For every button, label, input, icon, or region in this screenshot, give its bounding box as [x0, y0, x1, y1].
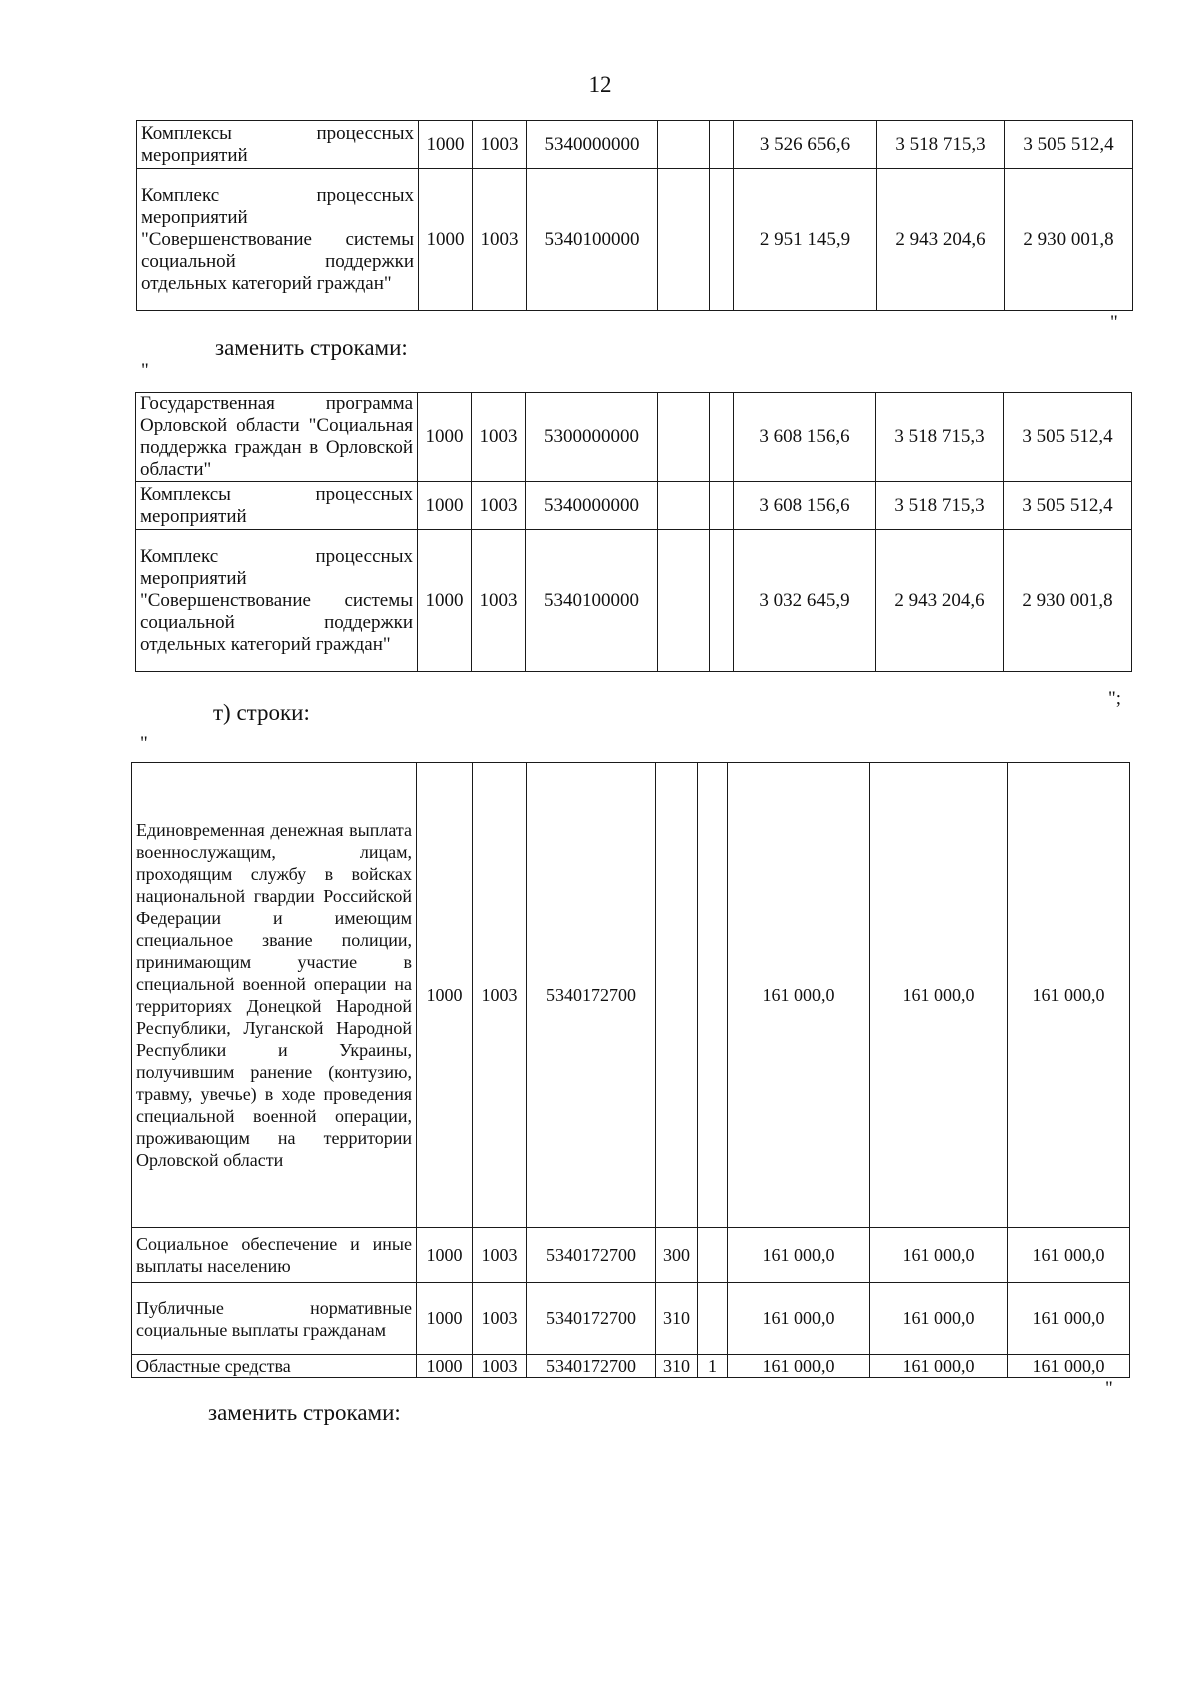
row-name: Областные средства [132, 1355, 417, 1378]
amount-year-3: 3 505 512,4 [1005, 121, 1133, 169]
amount-year-1: 161 000,0 [728, 1228, 870, 1283]
section-code: 1000 [417, 763, 473, 1228]
budget-table-replacement-rows-1 [135, 392, 1132, 672]
expense-type-code [658, 530, 710, 672]
amount-year-1: 3 608 156,6 [734, 393, 876, 482]
amount-year-1: 2 951 145,9 [734, 169, 877, 311]
closing-quote-3: " [1105, 1378, 1113, 1399]
amount-year-2: 3 518 715,3 [876, 482, 1004, 530]
target-article-code: 5340000000 [527, 121, 658, 169]
table-row [132, 1283, 1130, 1355]
amount-year-2: 161 000,0 [870, 763, 1008, 1228]
section-code: 1000 [419, 121, 473, 169]
funding-source-code [710, 530, 734, 672]
section-code: 1000 [418, 530, 472, 672]
expense-type-code [658, 121, 710, 169]
amount-year-2: 2 943 204,6 [877, 169, 1005, 311]
budget-table-original-rows [136, 120, 1133, 311]
amount-year-1: 3 526 656,6 [734, 121, 877, 169]
expense-type-code: 300 [656, 1228, 698, 1283]
row-name: Комплексы процессных мероприятий [137, 121, 419, 169]
subsection-code: 1003 [473, 1283, 527, 1355]
row-name: Комплексы процессных мероприятий [136, 482, 418, 530]
target-article-code: 5340172700 [527, 1228, 656, 1283]
subsection-code: 1003 [473, 1228, 527, 1283]
page-number: 12 [588, 72, 612, 97]
amount-year-1: 3 032 645,9 [734, 530, 876, 672]
amount-year-3: 161 000,0 [1008, 763, 1130, 1228]
funding-source-code [710, 393, 734, 482]
target-article-code: 5340172700 [527, 1283, 656, 1355]
closing-quote-2: "; [1108, 688, 1122, 709]
table-row [132, 1355, 1130, 1378]
row-name: Государственная программа Орловской области "Социальная поддержка граждан в Орловской области" [136, 393, 418, 482]
amount-year-1: 161 000,0 [728, 1355, 870, 1378]
section-code: 1000 [418, 393, 472, 482]
table-row [136, 393, 1132, 482]
target-article-code: 5340100000 [526, 530, 658, 672]
section-code: 1000 [417, 1355, 473, 1378]
subsection-code: 1003 [472, 482, 526, 530]
table2-body [136, 393, 1132, 672]
subsection-code: 1003 [473, 169, 527, 311]
funding-source-code [698, 1228, 728, 1283]
section-code: 1000 [417, 1228, 473, 1283]
replace-with-rows-2: заменить строками: [208, 1400, 401, 1425]
funding-source-code: 1 [698, 1355, 728, 1378]
table-row [132, 1228, 1130, 1283]
amount-year-2: 161 000,0 [870, 1228, 1008, 1283]
subsection-code: 1003 [472, 530, 526, 672]
opening-quote-1: " [141, 360, 149, 381]
amount-year-3: 3 505 512,4 [1004, 482, 1132, 530]
amount-year-3: 161 000,0 [1008, 1355, 1130, 1378]
table-row [136, 482, 1132, 530]
expense-type-code [656, 763, 698, 1228]
amount-year-1: 161 000,0 [728, 1283, 870, 1355]
amount-year-2: 3 518 715,3 [876, 393, 1004, 482]
section-code: 1000 [418, 482, 472, 530]
funding-source-code [698, 1283, 728, 1355]
funding-source-code [710, 482, 734, 530]
amount-year-3: 2 930 001,8 [1005, 169, 1133, 311]
table-row [137, 121, 1133, 169]
subsection-code: 1003 [473, 1355, 527, 1378]
amount-year-3: 2 930 001,8 [1004, 530, 1132, 672]
table3-body [132, 763, 1130, 1378]
section-code: 1000 [419, 169, 473, 311]
target-article-code: 5300000000 [526, 393, 658, 482]
table-row [132, 763, 1130, 1228]
amount-year-2: 161 000,0 [870, 1283, 1008, 1355]
table-row [137, 169, 1133, 311]
budget-table-section-t-rows [131, 762, 1130, 1378]
funding-source-code [710, 169, 734, 311]
subsection-code: 1003 [473, 763, 527, 1228]
replace-with-rows-1: заменить строками: [215, 335, 408, 360]
amount-year-1: 161 000,0 [728, 763, 870, 1228]
target-article-code: 5340000000 [526, 482, 658, 530]
funding-source-code [698, 763, 728, 1228]
closing-quote-1: " [1110, 312, 1118, 333]
table1-body [137, 121, 1133, 311]
row-name: Единовременная денежная выплата военнослужащим, лицам, проходящим службу в войсках национальной гвардии Российской Федерации и имеющим специальное звание полиции, принимающим участие в специальной военной операции на территориях Донецкой Народной Республики, Луганской Народной Республики и Украины, получившим ранение (контузию, травму, увечье) в ходе проведения специальной военной операции, проживающим на территории Орловской области [132, 763, 417, 1228]
row-name: Социальное обеспечение и иные выплаты населению [132, 1228, 417, 1283]
expense-type-code [658, 482, 710, 530]
target-article-code: 5340100000 [527, 169, 658, 311]
expense-type-code [658, 393, 710, 482]
section-code: 1000 [417, 1283, 473, 1355]
amount-year-3: 3 505 512,4 [1004, 393, 1132, 482]
amount-year-2: 161 000,0 [870, 1355, 1008, 1378]
amount-year-3: 161 000,0 [1008, 1283, 1130, 1355]
subsection-code: 1003 [472, 393, 526, 482]
opening-quote-2: " [140, 733, 148, 754]
amount-year-2: 2 943 204,6 [876, 530, 1004, 672]
amount-year-1: 3 608 156,6 [734, 482, 876, 530]
row-name: Публичные нормативные социальные выплаты гражданам [132, 1283, 417, 1355]
amount-year-2: 3 518 715,3 [877, 121, 1005, 169]
table-row [136, 530, 1132, 672]
row-name: Комплекс процессных мероприятий "Совершенствование системы социальной поддержки отдельных категорий граждан" [136, 530, 418, 672]
target-article-code: 5340172700 [527, 763, 656, 1228]
expense-type-code [658, 169, 710, 311]
expense-type-code: 310 [656, 1355, 698, 1378]
section-t-heading: т) строки: [213, 700, 310, 725]
row-name: Комплекс процессных мероприятий "Совершенствование системы социальной поддержки отдельных категорий граждан" [137, 169, 419, 311]
target-article-code: 5340172700 [527, 1355, 656, 1378]
subsection-code: 1003 [473, 121, 527, 169]
funding-source-code [710, 121, 734, 169]
amount-year-3: 161 000,0 [1008, 1228, 1130, 1283]
expense-type-code: 310 [656, 1283, 698, 1355]
